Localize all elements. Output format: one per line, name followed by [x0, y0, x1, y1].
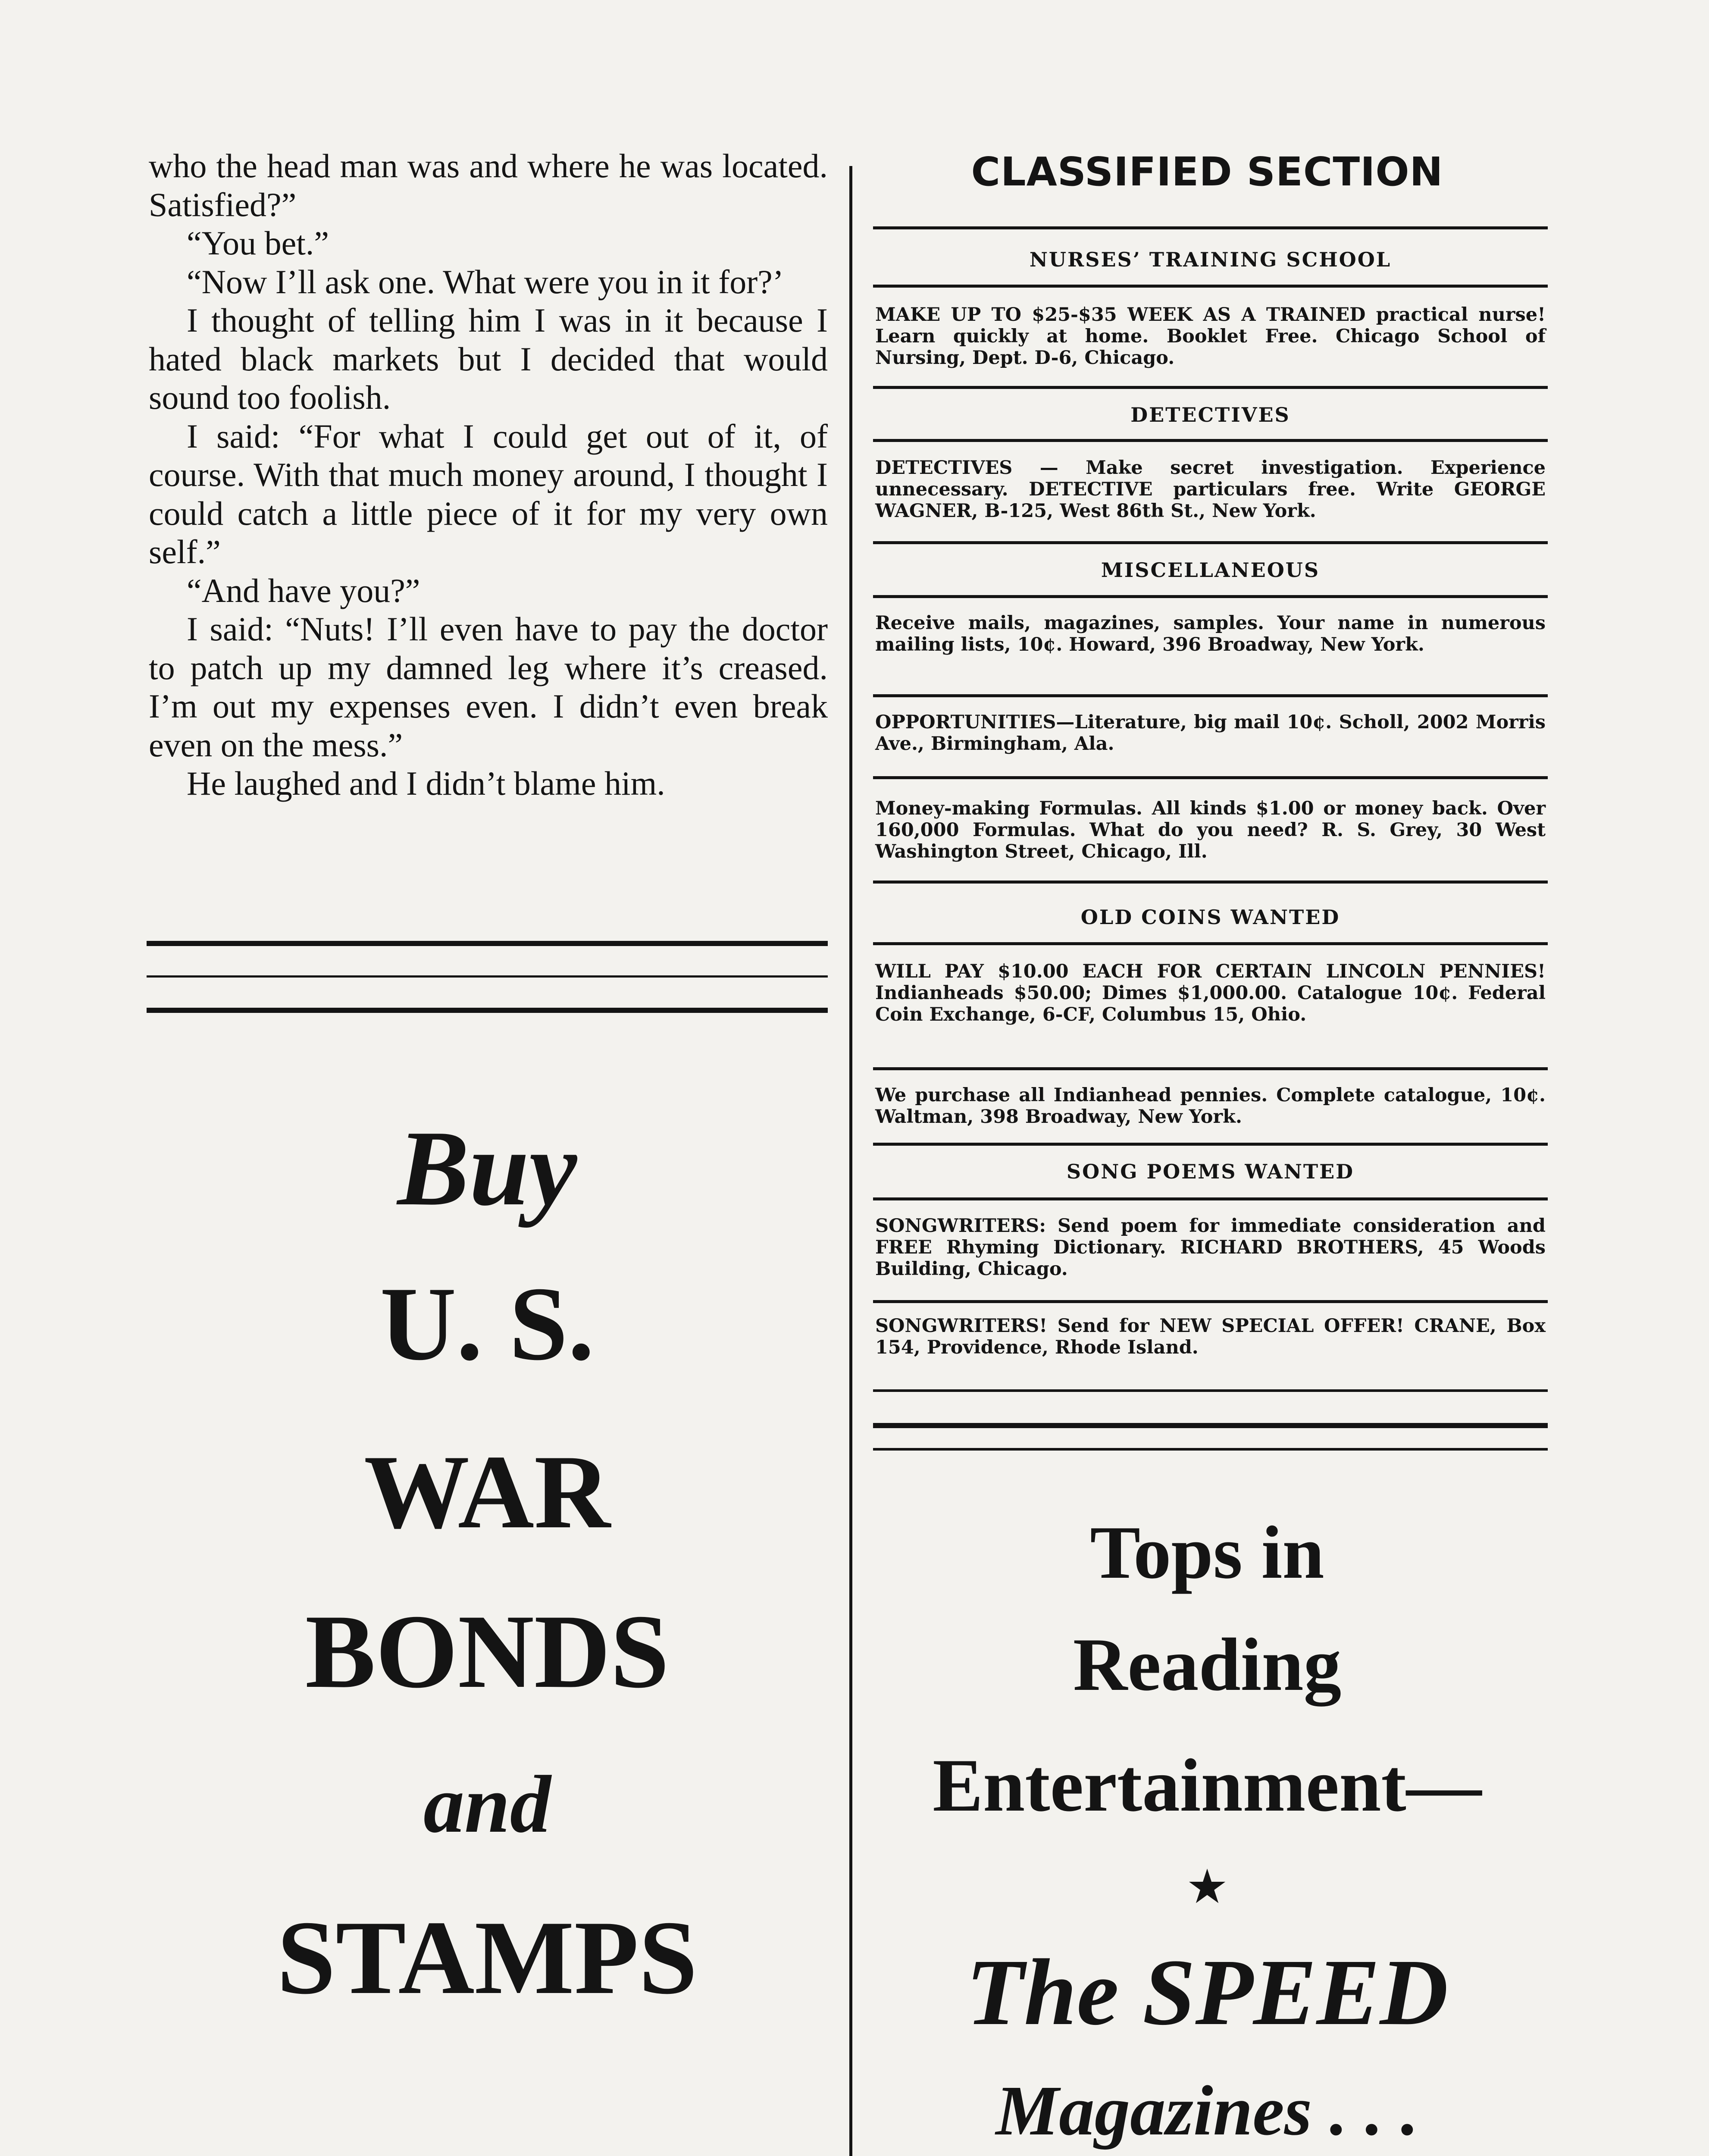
rule [873, 595, 1548, 598]
star-icon: ★ [1186, 1859, 1229, 1914]
story-paragraph: “You bet.” [187, 224, 329, 262]
classified-ad: SONGWRITERS! Send for NEW SPECIAL OFFER! CRANE, Box 154, Providence, Rhode Island. [875, 1315, 1546, 1358]
section-head-miscellaneous: MISCELLANEOUS [1101, 558, 1320, 582]
classified-ad: Receive mails, magazines, samples. Your name in numerous mailing lists, 10¢. Howard, 396 Broadway, New York. [875, 612, 1546, 655]
column-divider [849, 166, 852, 2156]
bonds-line-stamps: STAMPS [277, 1899, 698, 2016]
rule [873, 386, 1548, 389]
bonds-line-bonds: BONDS [305, 1593, 670, 1710]
rule [873, 439, 1548, 442]
story-paragraph: “And have you?” [187, 571, 420, 609]
classified-ad: OPPORTUNITIES—Literature, big mail 10¢. Scholl, 2002 Morris Ave., Birmingham, Ala. [875, 711, 1546, 755]
speed-magazines-ad [862, 1501, 1552, 2156]
classified-ad: MAKE UP TO $25-$35 WEEK AS A TRAINED practical nurse! Learn quickly at home. Booklet Free. Chicago School of Nursing, Dept. D-6, Chicago. [875, 304, 1546, 369]
section-head-song-poems: SONG POEMS WANTED [1066, 1160, 1355, 1183]
war-bonds-ad [142, 1104, 832, 2040]
story-paragraph: I thought of telling him I was in it because I hated black markets but I decided that would sound too foolish. [149, 301, 828, 416]
speed-line-reading: Reading [1073, 1623, 1342, 1706]
rule [147, 1008, 828, 1013]
bonds-line-us: U. S. [380, 1265, 595, 1382]
story-paragraph: I said: “Nuts! I’ll even have to pay the doctor to patch up my damned leg where it’s creased. I’m out my expenses even. I didn’t even break even on the mess.” [149, 610, 828, 764]
rule [873, 1197, 1548, 1200]
rule [147, 975, 828, 978]
classified-ad: DETECTIVES — Make secret investigation. Experience unnecessary. DETECTIVE particulars free. Write GEORGE WAGNER, B-125, West 86th St., New York. [875, 457, 1546, 522]
rule [873, 541, 1548, 544]
rule [873, 285, 1548, 288]
classified-title: CLASSIFIED SECTION [971, 149, 1443, 195]
rule [873, 1300, 1548, 1303]
speed-line-tops: Tops in [1090, 1510, 1324, 1594]
classified-ad: We purchase all Indianhead pennies. Complete catalogue, 10¢. Waltman, 398 Broadway, New York. [875, 1084, 1546, 1128]
rule [873, 694, 1548, 697]
rule [873, 776, 1548, 779]
section-head-coins: OLD COINS WANTED [1080, 906, 1340, 929]
speed-line-entertainment: Entertainment— [933, 1743, 1482, 1827]
story-paragraph: “Now I’ll ask one. What were you in it for?’ [187, 263, 784, 301]
story-paragraph: I said: “For what I could get out of it, of course. With that much money around, I thought I could catch a little piece of it for my very own self.” [149, 417, 828, 570]
rule [873, 1143, 1548, 1146]
classified-ad: SONGWRITERS: Send poem for immediate consideration and FREE Rhyming Dictionary. RICHARD BROTHERS, 45 Woods Building, Chicago. [875, 1215, 1546, 1280]
rule [873, 226, 1548, 229]
story-column [149, 147, 828, 803]
rule [873, 881, 1548, 884]
classified-ad: Money-making Formulas. All kinds $1.00 or money back. Over 160,000 Formulas. What do you need? R. S. Grey, 30 West Washington Street, Chicago, Ill. [875, 798, 1546, 862]
rule [873, 942, 1548, 945]
classified-ad: WILL PAY $10.00 EACH FOR CERTAIN LINCOLN PENNIES! Indianheads $50.00; Dimes $1,000.00. Catalogue 10¢. Federal Coin Exchange, 6-CF, Columbus 15, Ohio. [875, 961, 1546, 1025]
speed-line-magazines: Magazines . . . [995, 2071, 1419, 2150]
rule [873, 1448, 1548, 1451]
rule [873, 1067, 1548, 1070]
bonds-line-war: WAR [364, 1433, 610, 1550]
rule [873, 1423, 1548, 1428]
rule [873, 1389, 1548, 1392]
bonds-line-buy: Buy [397, 1109, 577, 1228]
story-paragraph: He laughed and I didn’t blame him. [187, 765, 665, 802]
story-paragraph: who the head man was and where he was located. Satisfied?” [149, 147, 828, 223]
rule [147, 941, 828, 946]
section-head-detectives: DETECTIVES [1130, 403, 1290, 426]
speed-line-the-speed: The SPEED [966, 1940, 1449, 2045]
section-head-nurses: NURSES’ TRAINING SCHOOL [1029, 248, 1392, 271]
bonds-line-and: and [423, 1759, 551, 1850]
